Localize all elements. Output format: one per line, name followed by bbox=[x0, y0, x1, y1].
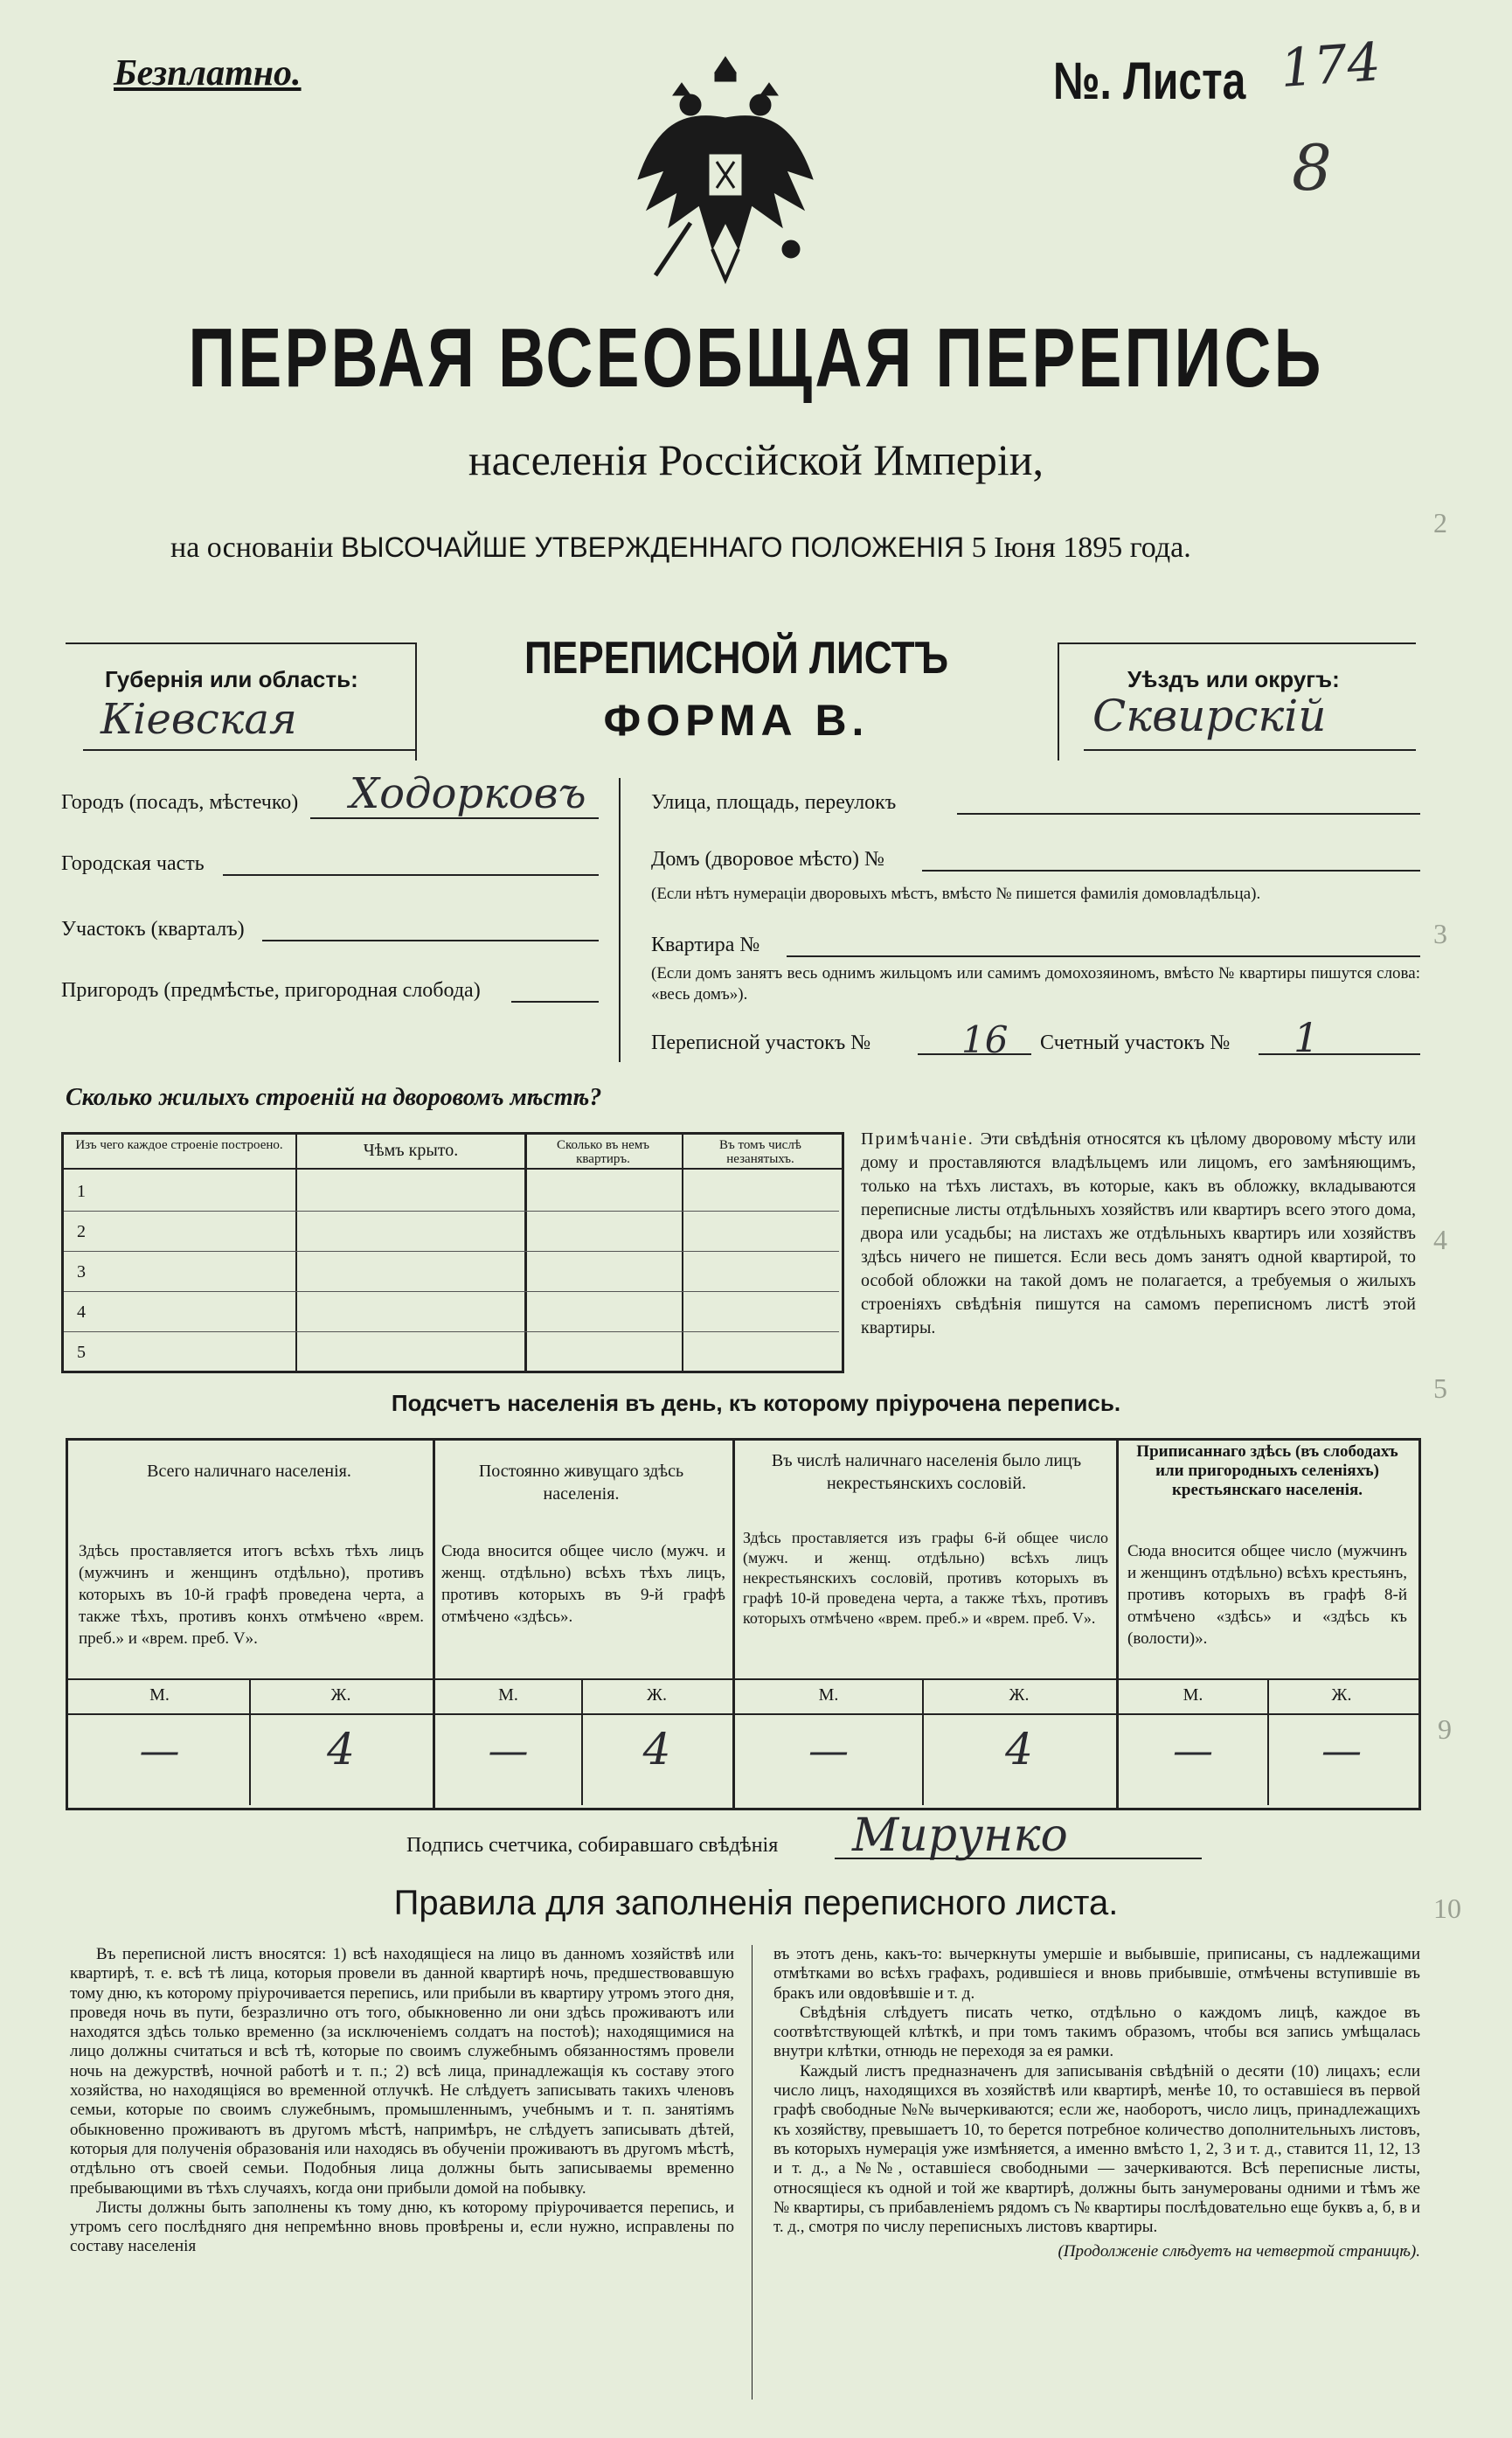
population-col-peasant-f-label: Ж. bbox=[1331, 1685, 1352, 1705]
house-note: (Если нѣтъ нумераціи дворовыхъ мѣстъ, вмѣсто № пишется фамилія домовладѣльца). bbox=[651, 885, 1261, 903]
margin-row-number: 2 bbox=[1433, 507, 1447, 538]
table-row: 4 bbox=[64, 1292, 839, 1332]
legal-basis bbox=[170, 531, 1191, 565]
buildings-header-roof: Чѣмъ крыто. bbox=[363, 1141, 459, 1160]
district-label: Уѣздъ или округъ: bbox=[1127, 666, 1340, 692]
buildings-question: Сколько жилыхъ строеній на дворовомъ мѣстѣ? bbox=[66, 1084, 602, 1111]
population-col-peasant-m-value: — bbox=[1173, 1726, 1213, 1774]
margin-row-number: 4 bbox=[1433, 1224, 1447, 1255]
signature-label: Подпись счетчика, собиравшаго свѣдѣнія bbox=[406, 1834, 779, 1857]
form-type: ФОРМА В. bbox=[603, 696, 870, 745]
legal-basis-date: 5 Іюня 1895 года. bbox=[971, 531, 1191, 564]
street-label: Улица, площадь, переулокъ bbox=[651, 791, 897, 814]
population-col-peasant-desc: Сюда вносится общее число (мужчинъ и женщинъ отдѣльно) всѣхъ крестьянъ, противъ которыхъ въ графѣ 8-й отмѣчено «здѣсь» и «здѣсь къ (волости)». bbox=[1127, 1542, 1407, 1648]
census-area-label: Переписной участокъ № bbox=[651, 1031, 871, 1054]
population-col-peasant-m-label: М. bbox=[1183, 1685, 1203, 1705]
rules-left-paragraph-1: Въ переписной листъ вносятся: 1) всѣ находящіеся на лицо въ данномъ хозяйствѣ или квартирѣ, т. е. всѣ тѣ лица, которыя провели въ данной квартирѣ ночь, предшествовавшую тому дню, къ которому пріурочивается перепись, или прибыли въ квартиру утромъ этого дня, проведя ночь въ пути, безразлично отъ того, обыкновенно ли они здѣсь проживаютъ или находятся здѣсь только временно (за исключеніемъ солдатъ на постоѣ); находящимися на лицо должны считаться и всѣ тѣ, которые по своимъ служебнымъ обязанностямъ провели ночь на дежурствѣ, ночной работѣ и т. п.; 2) всѣ лица, принадлежащія къ составу этого хозяйства, но находящіяся во временной отлучкѣ. Не слѣдуетъ записывать такихъ членовъ семьи, которые по своимъ служебнымъ, промышленнымъ, учебнымъ и т. п. занятіямъ обыкновенно проживаютъ въ другомъ мѣстѣ, напримѣръ, не слѣдуетъ записывать дѣтей, которыя для полученія образованія или находясь въ обученіи проживаютъ въ другомъ мѣстѣ, отдѣльно отъ своей семьи. Подобныя лица должны быть записываемы временно пребывающими въ тѣхъ случаяхъ, когда они прибыли домой на побывку. bbox=[70, 1945, 734, 2198]
coat-of-arms-icon bbox=[629, 48, 822, 293]
population-col-peasant-f-value: — bbox=[1321, 1726, 1362, 1774]
apartment-label: Квартира № bbox=[651, 934, 760, 956]
sheet-number-label: №. Листа bbox=[1053, 52, 1246, 110]
buildings-header-vacant: Въ томъ числѣ незанятыхъ. bbox=[719, 1138, 801, 1166]
population-col-nonpeasant-desc: Здѣсь проставляется изъ графы 6-й общее число (мужч. и женщ. отдѣльно) всѣхъ лицъ некрестьянскихъ сословій, противъ которыхъ въ графѣ 10-й проведена черта, а также тѣхъ, противъ которыхъ отмѣчено «врем. преб.» и «врем. преб. V». bbox=[743, 1529, 1108, 1627]
rules-left-paragraph-2: Листы должны быть заполнены къ тому дню, къ которому пріурочивается перепись, и утромъ сего послѣдняго дня непремѣнно вновь провѣрены и, если нужно, исправлены по составу населенія bbox=[70, 2198, 734, 2256]
buildings-header-apartments: Сколько въ немъ квартиръ. bbox=[556, 1138, 650, 1166]
precinct-label: Участокъ (кварталъ) bbox=[61, 918, 245, 941]
sheet-number-extra: 8 bbox=[1292, 131, 1332, 205]
margin-row-number: 10 bbox=[1433, 1893, 1461, 1924]
rules-left-column bbox=[70, 1945, 734, 2257]
count-area-value: 1 bbox=[1294, 1014, 1320, 1061]
suburb-label: Пригородъ (предмѣстье, пригородная слобода) bbox=[61, 979, 481, 1002]
census-subtitle: населенія Россійской Имперіи, bbox=[468, 435, 1044, 484]
population-col-peasant-heading: Приписаннаго здѣсь (въ слободахъ или пригородныхъ селеніяхъ) крестьянскаго населенія. bbox=[1136, 1442, 1398, 1499]
table-row: 5 bbox=[77, 1343, 86, 1362]
population-col-nonpeasant-heading: Въ числѣ наличнаго населенія было лицъ некрестьянскихъ сословій. bbox=[771, 1451, 1082, 1493]
table-row: 3 bbox=[64, 1252, 839, 1292]
population-col-total-heading: Всего наличнаго населенія. bbox=[147, 1462, 351, 1481]
note-text: Эти свѣдѣнія относятся къ цѣлому дворовому мѣсту или дому и проставляются владѣльцемъ или лицомъ, его замѣняющимъ, только на тѣхъ листахъ, въ которые, какъ въ обложку, вкладываются переписные листы отдѣльныхъ хозяйствъ или квартиръ всего этого дома, двора или усадьбы; на листахъ же отдѣльныхъ квартиръ или хозяйствъ здѣсь ничего не пишется. Если весь домъ занятъ одной квартирой, то особой обложки на такой домъ не полагается, а требуемыя о жилыхъ строеніяхъ свѣдѣнія пишутся на самомъ переписномъ листѣ этой квартиры. bbox=[861, 1129, 1416, 1337]
population-col-nonpeasant-m-value: — bbox=[808, 1726, 849, 1774]
count-area-label: Счетный участокъ № bbox=[1040, 1031, 1231, 1054]
population-col-total-m-label: М. bbox=[149, 1685, 170, 1705]
city-label: Городъ (посадъ, мѣстечко) bbox=[61, 791, 299, 814]
population-col-permanent-f-label: Ж. bbox=[647, 1685, 667, 1705]
population-col-nonpeasant-f-label: Ж. bbox=[1009, 1685, 1030, 1705]
buildings-header-material: Изъ чего каждое строеніе построено. bbox=[75, 1138, 283, 1152]
population-col-nonpeasant-m-label: М. bbox=[818, 1685, 839, 1705]
population-title: Подсчетъ населенія въ день, къ которому пріурочена перепись. bbox=[391, 1390, 1121, 1416]
sheet-number-value: 174 bbox=[1278, 31, 1383, 100]
population-col-permanent-f-value: 4 bbox=[642, 1724, 671, 1775]
table-row: 1 bbox=[64, 1171, 839, 1212]
city-part-label: Городская часть bbox=[61, 852, 205, 875]
buildings-note bbox=[861, 1128, 1416, 1340]
rules-right-paragraph-1: въ этотъ день, какъ-то: вычеркнуты умершіе и выбывшіе, приписаны, съ надлежащими отмѣтками во всѣхъ графахъ, родившіеся и вновь прибывшіе, отмѣчены вступившіе въ бракъ или овдовѣвшіе и т. д. bbox=[773, 1945, 1420, 2003]
signature-value: Мирунко bbox=[852, 1809, 1068, 1862]
population-col-total-f-label: Ж. bbox=[330, 1685, 351, 1705]
census-area-value: 16 bbox=[961, 1018, 1009, 1061]
margin-row-number: 9 bbox=[1438, 1713, 1452, 1745]
rules-right-column bbox=[773, 1945, 1420, 2262]
rules-continued-note: (Продолженіе слѣдуетъ на четвертой страницѣ). bbox=[1058, 2242, 1420, 2261]
note-title: Примѣчаніе. bbox=[861, 1129, 974, 1149]
form-name: ПЕРЕПИСНОЙ ЛИСТЪ bbox=[524, 633, 949, 684]
district-value: Сквирскій bbox=[1092, 691, 1327, 741]
population-col-permanent-m-value: — bbox=[488, 1726, 529, 1774]
population-col-total-m-value: — bbox=[139, 1726, 180, 1774]
population-col-total-f-value: 4 bbox=[327, 1724, 355, 1775]
buildings-rows bbox=[64, 1171, 839, 1372]
free-label: Безплатно. bbox=[114, 53, 302, 94]
rules-title: Правила для заполненія переписного листа. bbox=[393, 1884, 1119, 1922]
province-label: Губернія или область: bbox=[105, 666, 358, 692]
margin-row-number: 3 bbox=[1433, 918, 1447, 949]
rules-right-paragraph-2: Свѣдѣнія слѣдуетъ писать четко, отдѣльно о каждомъ лицѣ, каждое въ соотвѣтствующей клѣткѣ, и при томъ такимъ образомъ, чтобы вся запись умѣщалась внутри клѣтки, отнюдь не переходя за ея рамки. bbox=[773, 2003, 1420, 2061]
population-col-permanent-heading: Постоянно живущаго здѣсь населенія. bbox=[478, 1462, 684, 1504]
population-col-total-desc: Здѣсь проставляется итогъ всѣхъ тѣхъ лицъ (мужчинъ и женщинъ отдѣльно), противъ которыхъ въ 10-й графѣ проведена черта, а также тѣхъ, противъ конхъ отмѣчено «врем. преб.» и «врем. преб. V». bbox=[79, 1542, 424, 1648]
rules-right-paragraph-3: Каждый листъ предназначенъ для записыванія свѣдѣній о десяти (10) лицахъ; если число лицъ, находящихся въ хозяйствѣ или квартирѣ, менѣе 10, то оставшіеся въ первой графѣ свободные №№ вычеркиваются; если же, наоборотъ, число лицъ, принадлежащихъ къ хозяйству, превышаетъ 10, то берется потребное количество дополнительныхъ листовъ, въ которыхъ нумерація уже измѣняется, а именно вмѣсто 1, 2, 3 и т. д., ставится 11, 12, 13 и т. д., а №№, оставшіеся свободными — зачеркиваются. Всѣ переписные листы, относящіеся къ одной и той же квартирѣ, должны быть занумерованы одними и тѣмъ же № квартиры, съ прибавленіемъ рядомъ съ № квартиры послѣдовательно еще буквъ а, б, в и т. д., смотря по числу переписныхъ листовъ квартиры. bbox=[773, 2061, 1420, 2237]
population-col-permanent-desc: Сюда вносится общее число (мужч. и женщ. отдѣльно) всѣхъ тѣхъ лицъ, противъ которыхъ въ 9-й графѣ отмѣчено «здѣсь». bbox=[441, 1542, 725, 1626]
population-col-nonpeasant-f-value: 4 bbox=[1005, 1724, 1033, 1775]
legal-basis-main: ВЫСОЧАЙШЕ УТВЕРЖДЕННАГО ПОЛОЖЕНІЯ bbox=[340, 531, 965, 563]
province-value: Кіевская bbox=[101, 695, 297, 744]
house-label: Домъ (дворовое мѣсто) № bbox=[651, 848, 884, 871]
apartment-note: (Если домъ занятъ весь однимъ жильцомъ или самимъ домохозяиномъ, вмѣсто № квартиры пишутся слова: «весь домъ»). bbox=[651, 964, 1420, 1004]
margin-row-number: 5 bbox=[1433, 1372, 1447, 1404]
population-col-permanent-m-label: М. bbox=[498, 1685, 518, 1705]
census-title: ПЕРВАЯ ВСЕОБЩАЯ ПЕРЕПИСЬ bbox=[188, 311, 1324, 405]
city-value: Ходорковъ bbox=[350, 769, 586, 818]
table-row: 2 bbox=[64, 1212, 839, 1252]
legal-basis-prefix: на основаніи bbox=[170, 531, 334, 564]
